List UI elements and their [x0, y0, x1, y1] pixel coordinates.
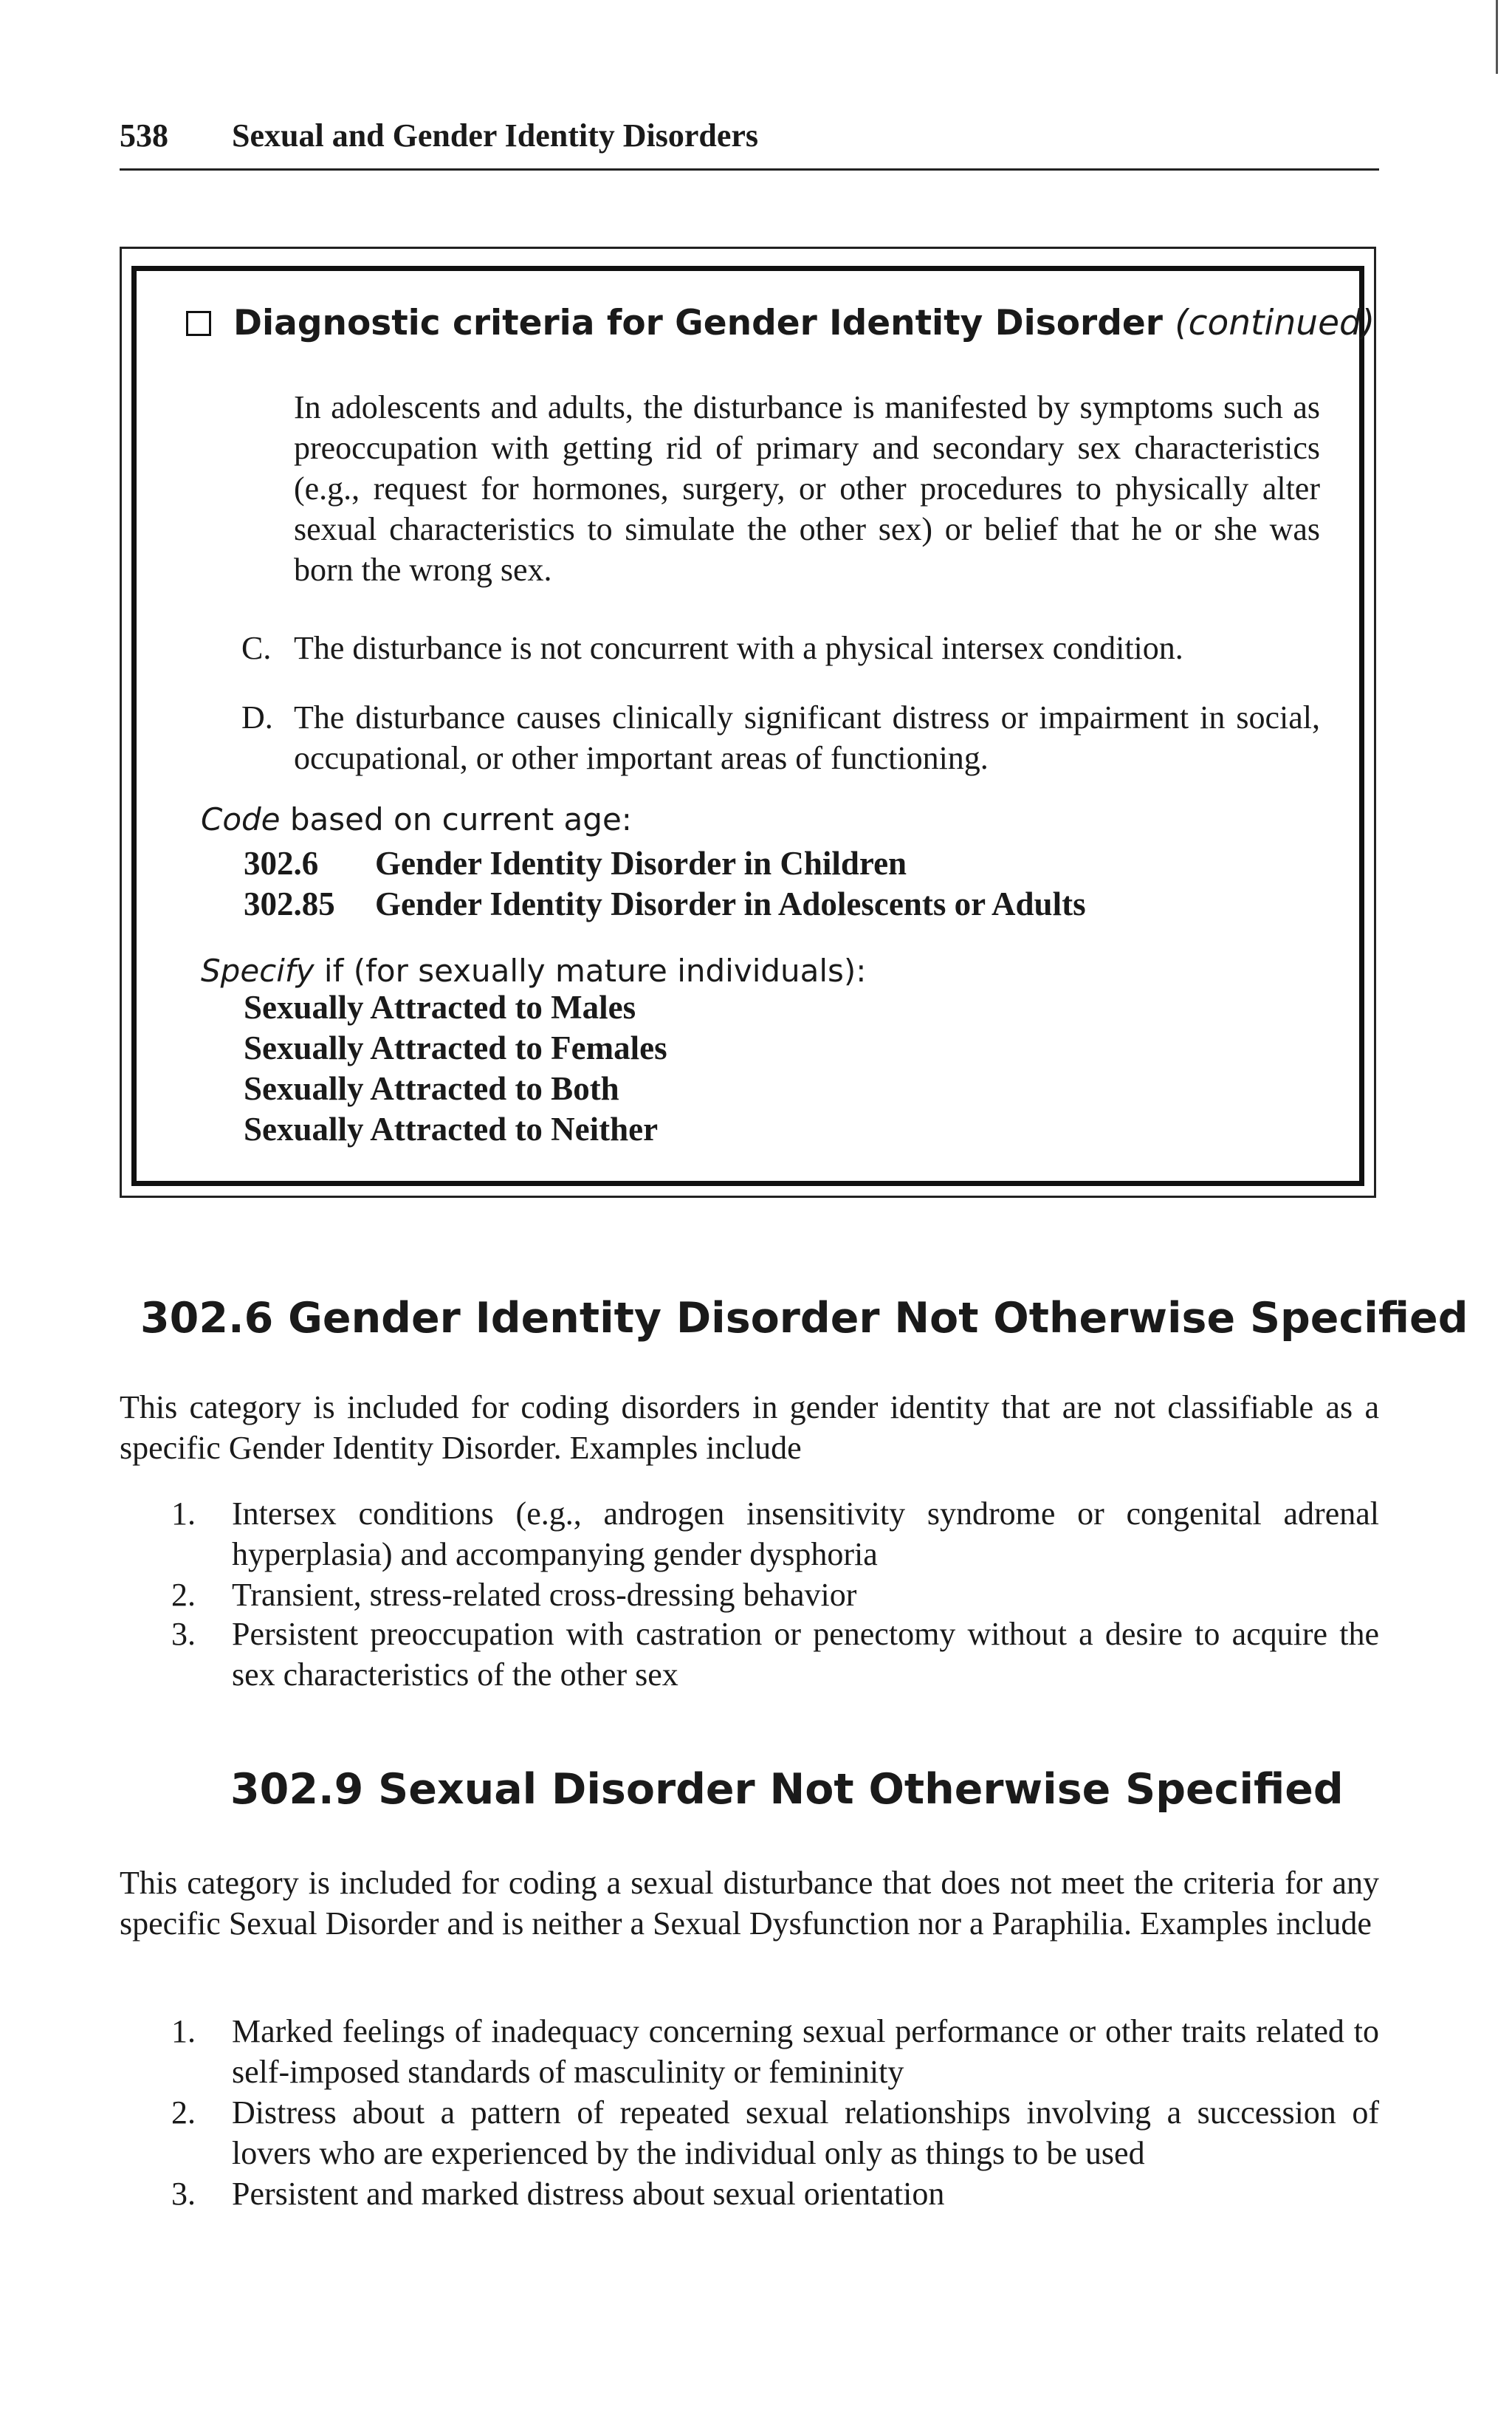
code-label-rest: based on current age: [280, 801, 632, 837]
section-intro-paragraph: This category is included for coding disorders in gender identity that are not classifiable as a specific Gender Identity Disorder. Examples include [120, 1389, 1379, 1466]
list-number: 3. [171, 2176, 196, 2212]
section-intro-paragraph: This category is included for coding a sexual disturbance that does not meet the criteria for any specific Sexual Disorder and is neither a Sexual Dysfunction nor a Paraphilia. Examples include [120, 1865, 1379, 1942]
specify-label-italic: Specify [201, 953, 315, 989]
running-head [120, 117, 1375, 167]
list-number: 1. [171, 2013, 196, 2049]
list-number: 2. [171, 2094, 196, 2131]
list-text: Distress about a pattern of repeated sexual relationships involving a succession of lovers who are experienced by the individual only as things to be used [232, 2094, 1379, 2171]
specifier-item: Sexually Attracted to Females [244, 1029, 667, 1066]
specify-instruction [201, 953, 866, 989]
criterion-text: The disturbance is not concurrent with a physical intersex condition. [294, 630, 1183, 666]
criterion-letter: C. [241, 630, 272, 666]
header-rule [120, 168, 1379, 171]
code-instruction [201, 801, 632, 837]
specify-label-rest: if (for sexually mature individuals): [314, 953, 867, 989]
criteria-title-text: Diagnostic criteria for Gender Identity Disorder [233, 303, 1163, 343]
list-text: Persistent preoccupation with castration or penectomy without a desire to acquire the sex characteristics of the other sex [232, 1616, 1379, 1693]
specifier-item: Sexually Attracted to Males [244, 989, 636, 1026]
diagnostic-code: 302.85 [244, 885, 335, 922]
criterion-letter: D. [241, 699, 273, 736]
running-title: Sexual and Gender Identity Disorders [232, 117, 759, 154]
list-number: 1. [171, 1495, 196, 1532]
list-text: Marked feelings of inadequacy concerning sexual performance or other traits related to self-imposed standards of masculinity or femininity [232, 2013, 1379, 2090]
specifier-item: Sexually Attracted to Both [244, 1070, 619, 1107]
page-number: 538 [120, 117, 168, 154]
section-heading: 302.6 Gender Identity Disorder Not Otherwise Specified [140, 1294, 1468, 1343]
code-label-italic: Code [201, 801, 281, 837]
scan-edge-line [1496, 0, 1498, 74]
diagnostic-code-label: Gender Identity Disorder in Adolescents or Adults [375, 885, 1086, 922]
checkbox-icon [186, 311, 211, 336]
specifier-item: Sexually Attracted to Neither [244, 1111, 659, 1148]
diagnostic-code: 302.6 [244, 845, 319, 882]
section-heading: 302.9 Sexual Disorder Not Otherwise Specified [230, 1765, 1344, 1814]
list-number: 2. [171, 1577, 196, 1613]
criteria-intro-paragraph: In adolescents and adults, the disturbance is manifested by symptoms such as preoccupation with getting rid of primary and secondary sex characteristics (e.g., request for hormones, surgery, or other procedures to physically alter sexual characteristics to simulate the other sex) or belief that he or she was born the wrong sex. [294, 389, 1320, 588]
list-number: 3. [171, 1616, 196, 1652]
list-text: Persistent and marked distress about sexual orientation [232, 2176, 945, 2212]
diagnostic-code-label: Gender Identity Disorder in Children [375, 845, 907, 882]
criteria-title-suffix: (continued) [1175, 303, 1375, 343]
list-text: Intersex conditions (e.g., androgen insensitivity syndrome or congenital adrenal hyperplasia) and accompanying gender dysphoria [232, 1495, 1379, 1572]
criterion-text: The disturbance causes clinically significant distress or impairment in social, occupational, or other important areas of functioning. [294, 699, 1320, 776]
list-text: Transient, stress-related cross-dressing behavior [232, 1577, 857, 1613]
criteria-box-title [186, 303, 1375, 343]
